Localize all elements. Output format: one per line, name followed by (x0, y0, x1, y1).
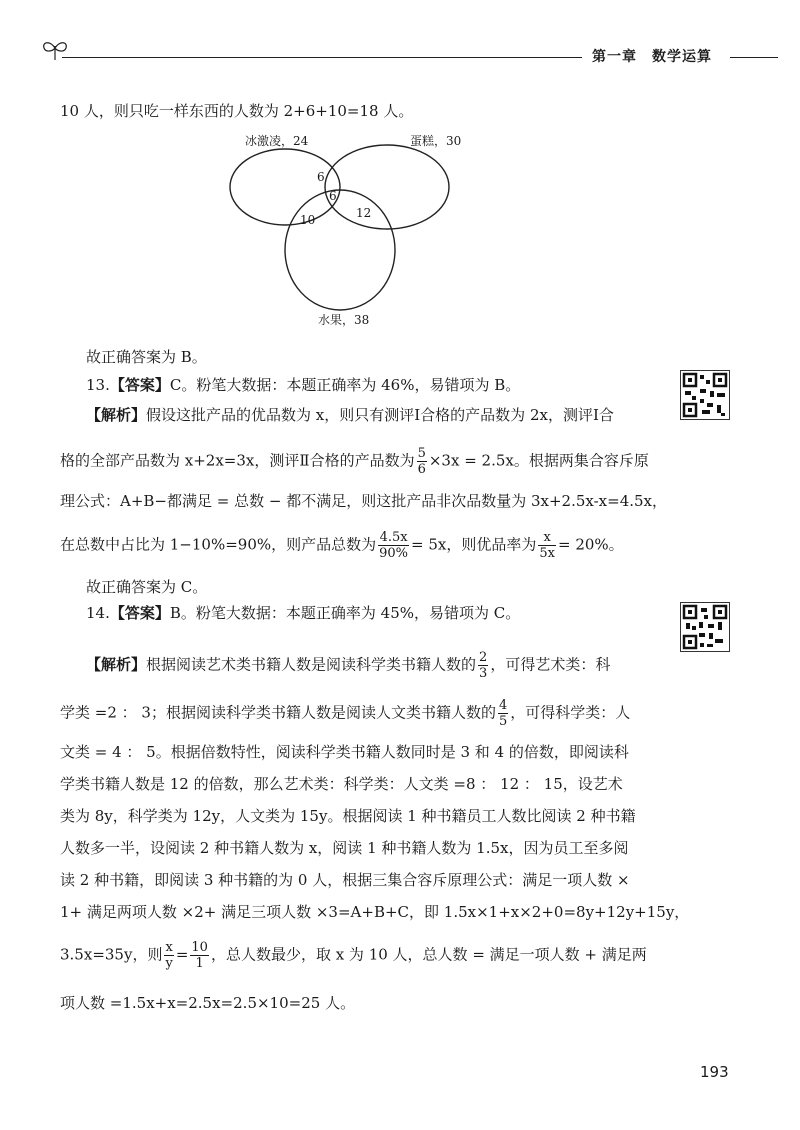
fraction-2-3: $\frac{2}{3}$ (479, 650, 488, 681)
page-number: 193 (700, 1063, 729, 1081)
venn-label-cake: 蛋糕，30 (410, 134, 462, 148)
fraction-total: $\frac{4.5x}{90\%}$ (379, 530, 409, 561)
venn-region-all-three: 6 (329, 189, 337, 203)
conclusion-12: 故正确答案为 B。 (86, 348, 207, 366)
header-rule-right (730, 57, 778, 58)
fraction-4-5: $\frac{4}{5}$ (498, 698, 508, 729)
e13-line-2: 格的全部产品数为 x+2x=3x，测评Ⅱ合格的产品数为 $\frac{5}{6}$ ×3x = 2.5x。根据两集合容斥原 (60, 446, 649, 477)
venn-label-ice-cream: 冰激凌，24 (245, 134, 309, 148)
fraction-5-6: $\frac{5}{6}$ (417, 446, 426, 477)
fraction-x-y: $\frac{x}{y}$ (165, 940, 173, 971)
venn-region-ice-fruit: 10 (300, 213, 316, 227)
leaf-ornament-icon (40, 38, 70, 62)
e14-line-1: 【解析】根据阅读艺术类书籍人数是阅读科学类书籍人数的 $\frac{2}{3}$ ，可得艺术类：科 (86, 650, 611, 681)
qr-code-13[interactable] (680, 370, 730, 420)
fruit-set (285, 190, 395, 310)
q14-answer: 14.【答案】B。粉笔大数据：本题正确率为 45%，易错项为 C。 (86, 604, 521, 622)
fraction-rate: $\frac{x}{5x}$ (539, 530, 555, 561)
intro-line: 10 人，则只吃一样东西的人数为 2+6+10=18 人。 (60, 102, 414, 120)
e13-line-1: 【解析】假设这批产品的优品数为 x，则只有测评Ⅰ合格的产品数为 2x，测评Ⅰ合 (86, 406, 614, 424)
e14-line-4: 学类书籍人数是 12 的倍数，那么艺术类：科学类：人文类 =8 ： 12 ： 15，设艺术 (60, 775, 623, 793)
venn-region-ice-cake: 6 (317, 170, 325, 184)
e14-line-9: 3.5x=35y，则 $\frac{x}{y}$ = $\frac{10}{1}$ ，总人数最少，取 x 为 10 人，总人数 = 满足一项人数 + 满足两 (60, 940, 647, 971)
chapter-title: 第一章 数学运算 (592, 49, 712, 65)
qr-code-icon (681, 371, 729, 419)
fraction-10-1: $\frac{10}{1}$ (191, 940, 208, 971)
venn-region-cake-fruit: 12 (356, 206, 372, 220)
ice-cream-set (230, 149, 340, 225)
conclusion-13: 故正确答案为 C。 (86, 578, 208, 596)
cake-set (325, 145, 449, 229)
e14-line-2: 学类 =2 ： 3；根据阅读科学类书籍人数是阅读人文类书籍人数的 $\frac{4}{5}$ ，可得科学类：人 (60, 698, 631, 729)
e14-line-10: 项人数 =1.5x+x=2.5x=2.5×10=25 人。 (60, 994, 356, 1012)
e14-line-6: 人数多一半，设阅读 2 种书籍人数为 x，阅读 1 种书籍人数为 1.5x，因为员工至多阅 (60, 839, 629, 857)
venn-diagram (225, 125, 455, 325)
e13-line-4: 在总数中占比为 1−10%=90%，则产品总数为 $\frac{4.5x}{90\%}$ = 5x，则优品率为 $\frac{x}{5x}$ = 20%。 (60, 530, 624, 561)
q13-answer: 13.【答案】C。粉笔大数据：本题正确率为 46%，易错项为 B。 (86, 376, 521, 394)
e13-line-3: 理公式：A+B−都满足 = 总数 − 都不满足，则这批产品非次品数量为 3x+2.5x-x=4.5x， (60, 492, 668, 510)
venn-label-fruit: 水果，38 (318, 313, 370, 327)
header-rule-left (62, 57, 582, 58)
e14-line-8: 1+ 满足两项人数 ×2+ 满足三项人数 ×3=A+B+C，即 1.5x×1+x×2+0=8y+12y+15y， (60, 903, 690, 921)
qr-code-icon (681, 603, 729, 651)
qr-code-14[interactable] (680, 602, 730, 652)
e14-line-7: 读 2 种书籍，即阅读 3 种书籍的为 0 人，根据三集合容斥原理公式：满足一项人数 × (60, 871, 630, 889)
e14-line-3: 文类 = 4 ： 5。根据倍数特性，阅读科学类书籍人数同时是 3 和 4 的倍数，即阅读科 (60, 743, 629, 761)
e14-line-5: 类为 8y，科学类为 12y，人文类为 15y。根据阅读 1 种书籍员工人数比阅读 2 种书籍 (60, 807, 636, 825)
